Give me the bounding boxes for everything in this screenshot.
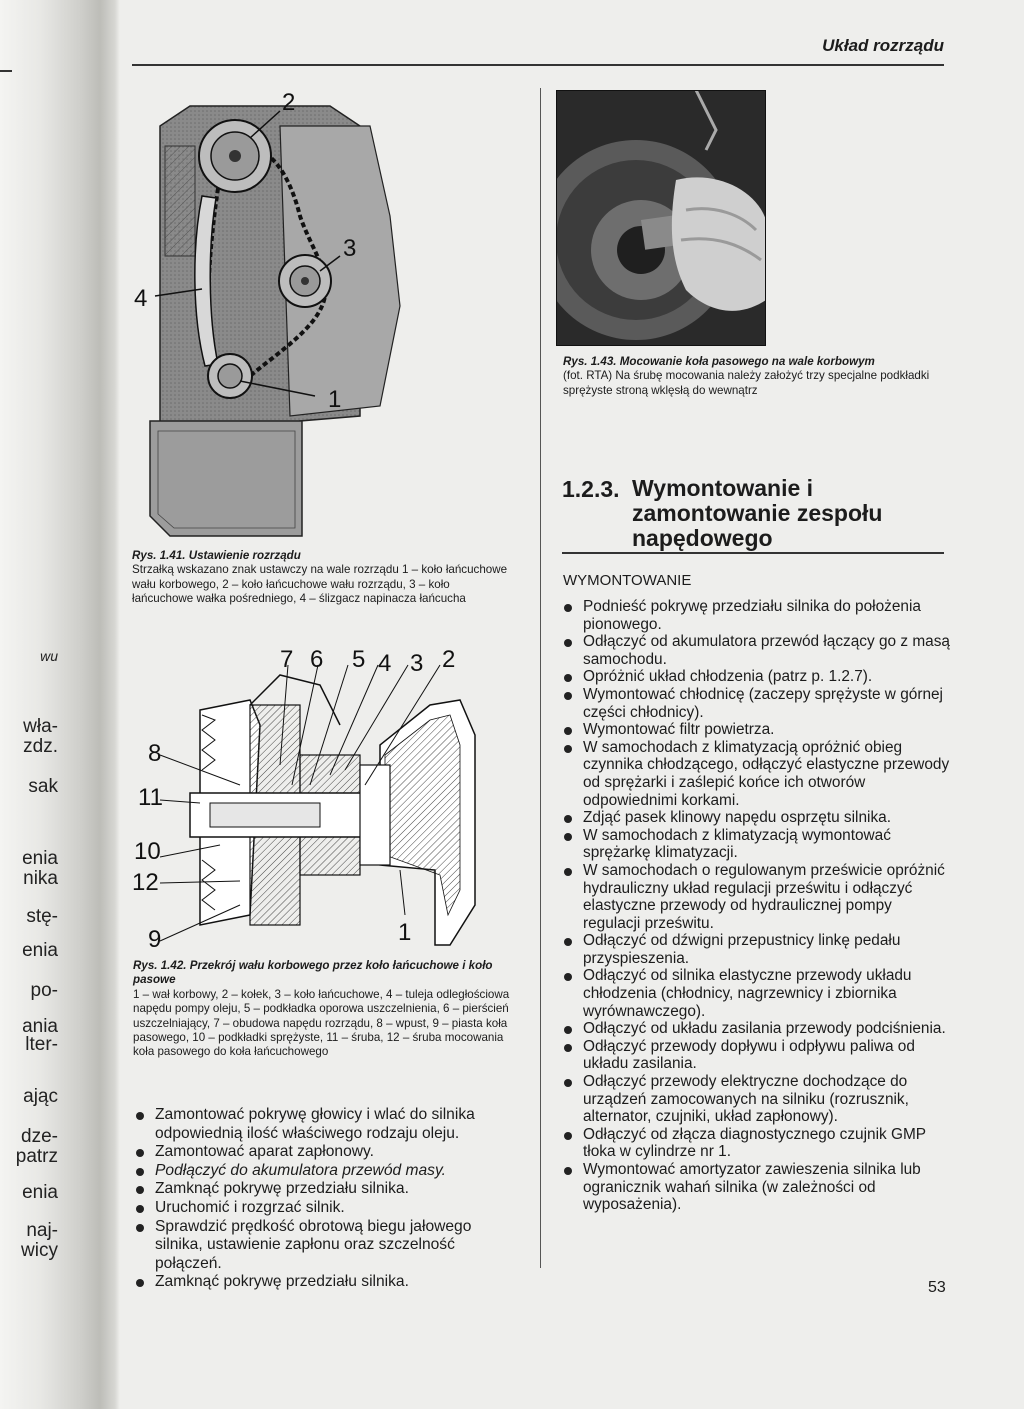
callout-2: 2 [282,89,296,116]
list-item: Odłączyć od dźwigni przepustnicy linkę pedału przyspieszenia. [561,932,951,967]
callout-3: 3 [343,235,357,262]
callout-8: 8 [148,740,162,767]
bleed-word: wu [40,648,58,664]
callout-11: 11 [138,784,163,811]
callout-10: 10 [134,838,161,865]
list-item: Uruchomić i rozgrzać silnik. [133,1199,523,1218]
bleed-word: ając [23,1086,58,1107]
list-item: Zamknąć pokrywę przedziału silnika. [133,1273,523,1292]
callout-3: 3 [410,650,424,677]
figure-141-caption [132,549,512,607]
list-item: W samochodach o regulowanym prześwicie opróżnić hydrauliczny układ regulacji prześwitu i odłączyć elastyczne przewody od hydraulicznej pompy regulacji prześwitu. [561,862,951,932]
list-item: W samochodach z klimatyzacją opróżnić obieg czynnika chłodzącego, odłączyć elastyczne przewody od sprężarki i zaślepić końce ich otworów odpowiednimi korkami. [561,739,951,809]
list-item: Odłączyć od układu zasilania przewody podciśnienia. [561,1020,951,1038]
pulley-mounting-photo [556,90,766,346]
section-heading: Wymontowanie i zamontowanie zespołu napędowego [632,475,883,551]
list-item: Wymontować filtr powietrza. [561,721,951,739]
bleed-word: ania [22,1016,58,1037]
page-number: 53 [928,1279,946,1296]
figure-143-caption [563,355,943,398]
list-item: Odłączyć przewody elektryczne dochodzące do urządzeń zamocowanych na silniku (rozrusznik, alternator, czujniki, układ zapłonowy). [561,1073,951,1126]
running-head: Układ rozrządu [822,36,944,55]
bleed-word: sak [28,776,58,797]
caption-title: Rys. 1.41. Ustawienie rozrządu [132,549,301,562]
callout-2: 2 [442,646,456,673]
bleed-word: po- [30,980,58,1001]
list-item: Wymontować amortyzator zawieszenia silnika lub ogranicznik wahań silnika (w zależności od wyposażenia). [561,1161,951,1214]
callout-7: 7 [280,646,294,673]
bleed-word: enia [22,1182,58,1203]
list-item: Opróżnić układ chłodzenia (patrz p. 1.2.7). [561,668,951,686]
timing-chain-drawing [130,86,530,556]
bleed-word: stę- [26,906,58,927]
bleed-word: wła- [23,716,58,737]
crankshaft-section-figure [130,645,530,950]
list-item: Odłączyć od silnika elastyczne przewody układu chłodzenia (chłodnicy, nagrzewnicy i zbiornika wyrównawczego). [561,967,951,1020]
list-item: Zamontować aparat zapłonowy. [133,1143,523,1162]
callout-1: 1 [398,919,412,946]
caption-body: Strzałką wskazano znak ustawczy na wale rozrządu 1 – koło łańcuchowe wału korbowego, 2 – koło łańcuchowe wału rozrządu, 3 – koło łańcuchowe wałka pośredniego, 4 – ślizgacz napinacza łańcucha [132,563,508,606]
callout-4: 4 [134,285,148,312]
removal-steps-list [561,598,951,1214]
list-item: Podłączyć do akumulatora przewód masy. [133,1162,523,1181]
bleed-word: wicy [21,1240,58,1261]
callout-4: 4 [378,650,392,677]
callout-9: 9 [148,926,162,950]
list-item: Zdjąć pasek klinowy napędu osprzętu silnika. [561,809,951,827]
list-item: W samochodach z klimatyzacją wymontować sprężarkę klimatyzacji. [561,827,951,862]
caption-body: 1 – wał korbowy, 2 – kołek, 3 – koło łańcuchowe, 4 – tuleja odległościowa napędu pompy oleju, 5 – podkładka oporowa uszczelnienia, 6 – pierścień uszczelniający, 7 – obudowa napędu rozrządu, 8 – wpust, 9 – piasta koła pasowego, 10 – podkładki sprężyste, 11 – śruba, 12 – śruba mocowania koła pasowego do koła łańcuchowego [133,987,510,1059]
timing-chain-figure [130,86,530,556]
bleed-word: lter- [25,1034,58,1055]
list-item: Odłączyć przewody dopływu i odpływu paliwa od układu zasilania. [561,1038,951,1073]
bleed-word: naj- [26,1220,58,1241]
list-item: Zamontować pokrywę głowicy i wlać do silnika odpowiednią ilość właściwego rodzaju oleju. [133,1106,523,1143]
callout-6: 6 [310,646,324,673]
callout-12: 12 [132,869,159,896]
section-rule [562,552,944,554]
header-rule [132,64,944,66]
column-divider [540,88,541,1268]
bleed-word: enia [22,848,58,869]
bleed-word: zdz. [23,736,58,757]
bleed-word: dze- [21,1126,58,1147]
callout-1: 1 [328,386,342,413]
pulley-photo-image [556,90,766,346]
caption-title: Rys. 1.42. Przekrój wału korbowego przez koło łańcuchowe i koło pasowe [133,959,493,987]
caption-title: Rys. 1.43. Mocowanie koła pasowego na wale korbowym [563,355,875,368]
figure-142-caption [133,959,513,1060]
reassembly-steps-list [133,1106,523,1292]
callout-5: 5 [352,646,366,673]
crankshaft-section-drawing [130,645,530,950]
caption-body: (fot. RTA) Na śrubę mocowania należy założyć trzy specjalne podkładki sprężyste stroną wklęsłą do wewnątrz [563,369,930,397]
list-item: Odłączyć od akumulatora przewód łączący go z masą samochodu. [561,633,951,668]
bleed-word: enia [22,940,58,961]
subsection-heading: WYMONTOWANIE [563,572,692,589]
list-item: Odłączyć od złącza diagnostycznego czujnik GMP tłoka w cylindrze nr 1. [561,1126,951,1161]
list-item: Podnieść pokrywę przedziału silnika do położenia pionowego. [561,598,951,633]
bleed-word: patrz [15,1146,58,1167]
list-item: Zamknąć pokrywę przedziału silnika. [133,1180,523,1199]
section-number: 1.2.3. [562,476,620,502]
bleed-word: nika [23,868,58,889]
list-item: Wymontować chłodnicę (zaczepy sprężyste w górnej części chłodnicy). [561,686,951,721]
list-item: Sprawdzić prędkość obrotową biegu jałowego silnika, ustawienie zapłonu oraz szczelność połączeń. [133,1218,523,1274]
previous-page-bleed [0,0,60,1409]
